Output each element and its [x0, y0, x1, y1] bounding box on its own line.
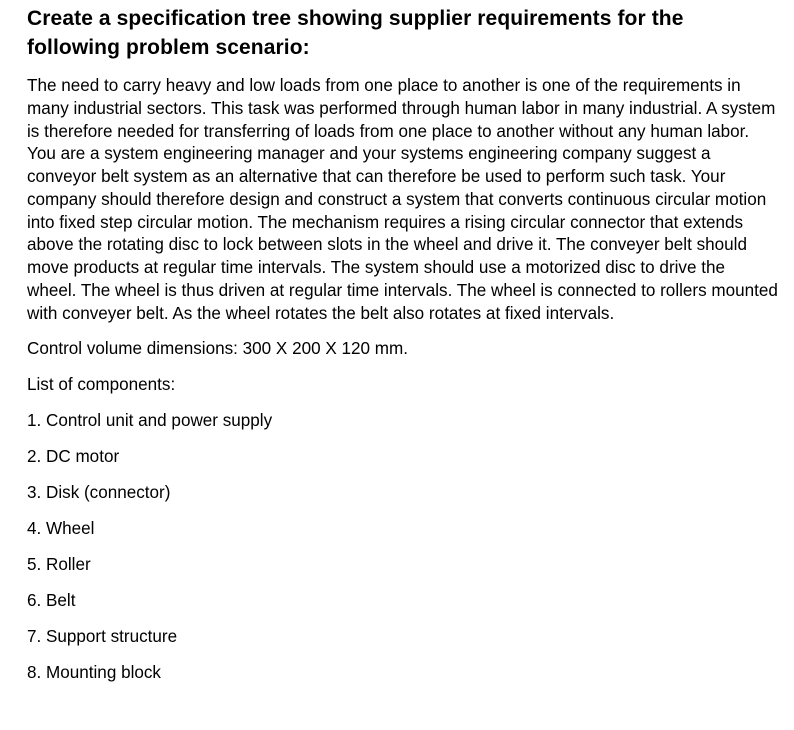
component-item: 8. Mounting block [27, 663, 161, 683]
component-item: 5. Roller [27, 555, 91, 575]
component-item: 7. Support structure [27, 627, 178, 647]
component-item: 2. DC motor [27, 447, 120, 467]
document-heading: Create a specification tree showing supplier requirements for the following problem scenario: [27, 7, 684, 59]
component-item: 6. Belt [27, 591, 76, 611]
component-item: 4. Wheel [27, 519, 95, 539]
component-item: 3. Disk (connector) [27, 483, 171, 503]
document-page [27, 4, 779, 698]
component-item: 1. Control unit and power supply [27, 411, 273, 431]
scenario-paragraph: The need to carry heavy and low loads from one place to another is one of the requirements in many industrial sectors. This task was performed through human labor in many industrial. A system is therefore needed for transferring of loads from one place to another without any human labor. You are a system engineering manager and your systems engineering company suggest a conveyor belt system as an alternative that can therefore be used to perform such task. Your company should therefore design and construct a system that converts continuous circular motion into fixed step circular motion. The mechanism requires a rising circular connector that extends above the rotating disc to lock between slots in the wheel and drive it. The conveyer belt should move products at regular time intervals. The system should use a motorized disc to drive the wheel. The wheel is thus driven at regular time intervals. The wheel is connected to rollers mounted with conveyer belt. As the wheel rotates the belt also rotates at fixed intervals. [27, 76, 778, 323]
components-list [27, 410, 779, 684]
components-heading: List of components: [27, 375, 176, 395]
control-volume-text: Control volume dimensions: 300 X 200 X 120 mm. [27, 339, 409, 359]
